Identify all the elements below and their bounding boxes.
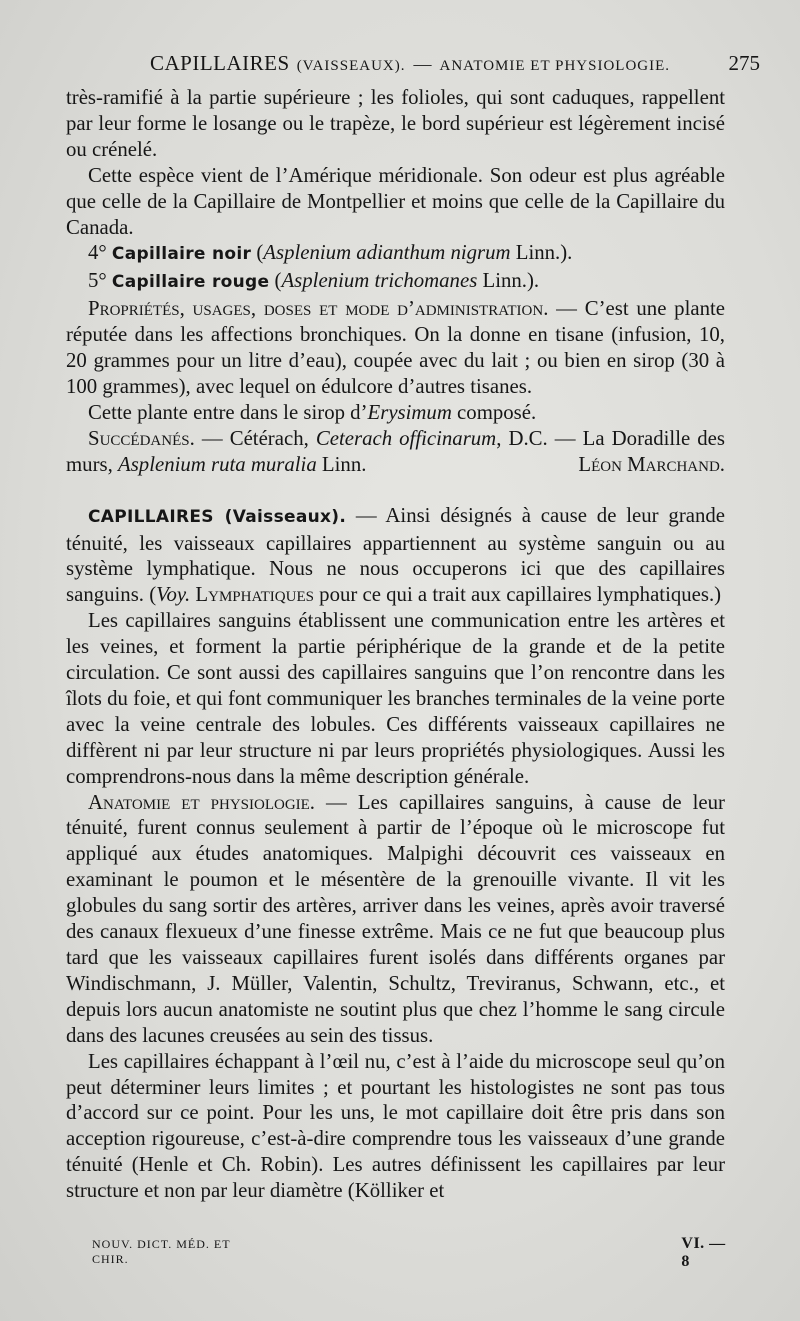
header-title: CAPILLAIRES bbox=[150, 51, 290, 75]
header-section: ANATOMIE ET PHYSIOLOGIE. bbox=[439, 58, 671, 74]
footer-signature: VI. — 8 bbox=[681, 1235, 726, 1270]
paragraph-list-item bbox=[66, 240, 725, 268]
item-heading: Capillaire noir bbox=[111, 244, 252, 265]
paragraph: Les capillaires échappant à l’œil nu, c’est à l’aide du microscope seul qu’on peut déterminer leurs limites ; et pourtant les histologistes ne sont pas tous d’accord sur ce point. Pour les uns, le mot capillaire doit être pris dans son acception rigoureuse, c’est-à-dire comprendre tous les vaisseaux d’une grande ténuité (Henle et Ch. Robin). Les autres définissent les capillaires par leur structure et non par leur diamètre (Kölliker et bbox=[66, 1049, 725, 1203]
paragraph: Propriétés, usages, doses et mode d’administration. — C’est une plante réputée dans les affections bronchiques. On la donne en tisane (infusion, 10, 20 grammes pour un litre d’eau), coupée avec du lait ; ou bien en sirop (30 à 100 grammes), avec lequel on édulcore d’autres tisanes. bbox=[66, 297, 725, 398]
cross-ref-voy: Voy. bbox=[156, 583, 191, 607]
latin-name: Ceterach officinarum bbox=[315, 426, 497, 450]
run-in-heading: Succédanés. bbox=[88, 426, 195, 450]
item-heading: Capillaire rouge bbox=[111, 272, 270, 293]
running-header bbox=[150, 51, 760, 81]
page-number: 275 bbox=[728, 51, 760, 75]
latin-name: Asplenium adianthum nigrum bbox=[263, 241, 511, 265]
run-in-heading: Propriétés, usages, doses et mode d’administration. bbox=[88, 297, 549, 321]
item-number: 5° bbox=[88, 269, 107, 293]
header-dash: — bbox=[413, 54, 432, 74]
header-paren: (VAISSEAUX). bbox=[296, 58, 406, 74]
item-tail: Linn.). bbox=[510, 241, 573, 265]
paragraph: Succédanés. — Cétérach, Ceterach officinarum, D.C. — La Doradille des murs, Asplenium ruta muralia Linn. Léon Marchand. bbox=[66, 426, 725, 476]
paragraph: Cette espèce vient de l’Amérique méridionale. Son odeur est plus agréable que celle de la Capillaire de Montpellier et moins que celle de la Capillaire du Canada. bbox=[66, 163, 725, 239]
paren-open: ( bbox=[256, 241, 264, 265]
latin-name: Asplenium trichomanes bbox=[281, 269, 478, 293]
cross-ref: Lymphatiques bbox=[190, 583, 314, 607]
paragraph: Cette plante entre dans le sirop d’Erysimum composé. bbox=[88, 400, 537, 424]
paragraph-list-item bbox=[66, 268, 725, 296]
author-signature: Léon Marchand. bbox=[578, 452, 725, 476]
paragraph: très-ramifié à la partie supérieure ; les folioles, qui sont caduques, rappellent par leur forme le losange ou le trapèze, le bord supérieur est légèrement incisé ou crénelé. bbox=[66, 86, 725, 161]
item-tail: Linn.). bbox=[477, 269, 540, 293]
latin-name: Asplenium ruta muralia bbox=[118, 452, 317, 476]
item-number: 4° bbox=[88, 241, 107, 265]
run-in-heading: Anatomie et physiologie. bbox=[88, 790, 316, 814]
latin-name: Erysimum bbox=[367, 400, 452, 424]
page-body bbox=[66, 85, 725, 1204]
paren-open: ( bbox=[274, 269, 282, 293]
article-start: CAPILLAIRES (Vaisseaux). — Ainsi désignés à cause de leur grande ténuité, les vaisseaux capillaires appartiennent au système sanguin ou au système lymphatique. Nous ne nous occuperons ici que des capillaires sanguins. (Voy. Lymphatiques pour ce qui a trait aux capillaires lymphatiques.) bbox=[66, 503, 725, 607]
page-footer bbox=[92, 1235, 734, 1271]
article-heading: CAPILLAIRES (Vaisseaux). bbox=[88, 506, 347, 527]
paragraph: Les capillaires sanguins établissent une communication entre les artères et les veines, et forment la partie périphérique de la grande et de la petite circulation. Ce sont aussi des capillaires sanguins que l’on rencontre dans les îlots du foie, et qui font communiquer les branches terminales de la veine porte avec la veine centrale des lobules. Ces différents vaisseaux capillaires ne diffèrent ni par leur structure ni par leurs propriétés physiologiques. Aussi les comprendrons-nous dans la même description générale. bbox=[66, 609, 725, 788]
paragraph: Anatomie et physiologie. — Les capillaires sanguins, à cause de leur ténuité, furent connus seulement à partir de l’époque où le microscope fut appliqué aux études anatomiques. Malpighi découvrit ces vaisseaux en examinant le poumon et le mésentère de la grenouille vivante. Il vit les globules du sang sortir des artères, arriver dans les veines, après avoir traversé des canaux flexueux d’une finesse extrême. Mais ce ne fut que beaucoup plus tard que les vaisseaux capillaires furent isolés dans différents organes par Windischmann, J. Müller, Valentin, Schultz, Treviranus, Schwann, etc., et depuis lors aucun anatomiste ne soutint plus que chez l’homme le sang circule dans des lacunes creusées au sein des tissus. bbox=[66, 790, 725, 1047]
footer-source: NOUV. DICT. MÉD. ET CHIR. bbox=[92, 1237, 231, 1266]
